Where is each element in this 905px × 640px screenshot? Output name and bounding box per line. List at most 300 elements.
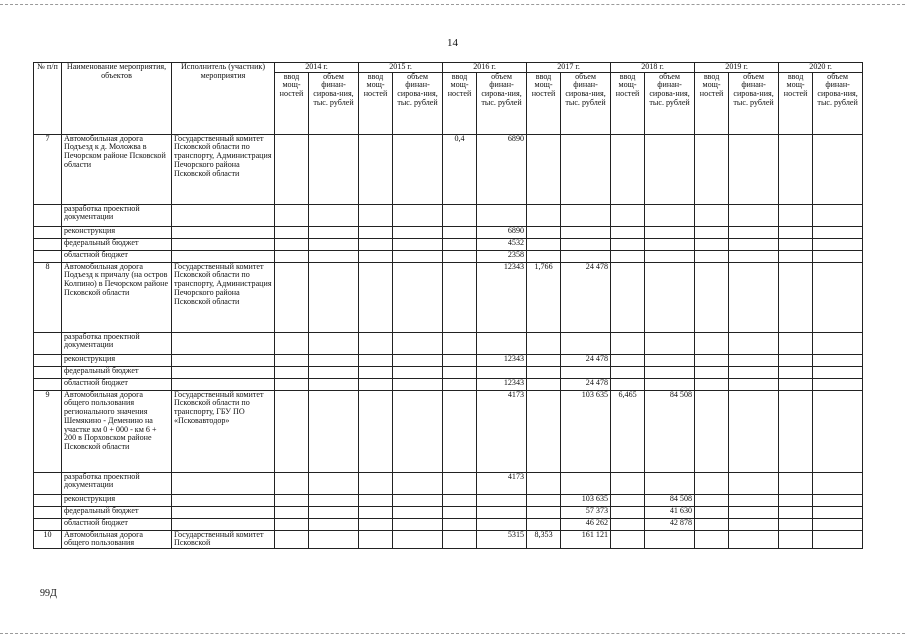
- funding-cell: 4173: [477, 390, 527, 472]
- capacity-cell: [779, 390, 813, 472]
- funding-cell: [477, 518, 527, 530]
- capacity-cell: [779, 238, 813, 250]
- capacity-cell: 1,766: [527, 262, 561, 332]
- funding-cell: [393, 472, 443, 494]
- capacity-cell: [611, 378, 645, 390]
- row-executor: [172, 354, 275, 366]
- header-funding: объем финан-сирова-ния, тыс. рублей: [393, 72, 443, 134]
- funding-cell: 84 508: [645, 390, 695, 472]
- funding-cell: [393, 250, 443, 262]
- funding-cell: [729, 494, 779, 506]
- row-executor: [172, 518, 275, 530]
- capacity-cell: [695, 494, 729, 506]
- capacity-cell: 8,353: [527, 530, 561, 548]
- row-name: областной бюджет: [62, 250, 172, 262]
- row-number: 10: [34, 530, 62, 548]
- row-name: разработка проектной документации: [62, 472, 172, 494]
- funding-cell: [309, 204, 359, 226]
- row-name: реконструкция: [62, 494, 172, 506]
- row-number: 9: [34, 390, 62, 472]
- funding-cell: [729, 366, 779, 378]
- funding-cell: [477, 366, 527, 378]
- capacity-cell: [527, 354, 561, 366]
- capacity-cell: [779, 250, 813, 262]
- funding-cell: [561, 226, 611, 238]
- capacity-cell: [359, 354, 393, 366]
- capacity-cell: [611, 506, 645, 518]
- capacity-cell: [443, 204, 477, 226]
- capacity-cell: [527, 494, 561, 506]
- capacity-cell: [779, 530, 813, 548]
- capacity-cell: [611, 250, 645, 262]
- funding-cell: [729, 332, 779, 354]
- header-num: № п/п: [34, 63, 62, 135]
- row-number: [34, 332, 62, 354]
- capacity-cell: [527, 518, 561, 530]
- table-row: [34, 354, 863, 366]
- header-year: 2016 г.: [443, 63, 527, 73]
- table-row: [34, 518, 863, 530]
- capacity-cell: [695, 238, 729, 250]
- table-row: [34, 134, 863, 204]
- table-row: [34, 204, 863, 226]
- funding-cell: 103 635: [561, 390, 611, 472]
- capacity-cell: [275, 530, 309, 548]
- funding-cell: [393, 354, 443, 366]
- row-name: областной бюджет: [62, 518, 172, 530]
- table-row: [34, 332, 863, 354]
- capacity-cell: [275, 472, 309, 494]
- capacity-cell: [611, 238, 645, 250]
- table-row: [34, 238, 863, 250]
- capacity-cell: [611, 354, 645, 366]
- funding-cell: [813, 262, 863, 332]
- capacity-cell: [695, 262, 729, 332]
- capacity-cell: [443, 494, 477, 506]
- row-executor: [172, 494, 275, 506]
- capacity-cell: [359, 332, 393, 354]
- funding-cell: [393, 530, 443, 548]
- funding-cell: [645, 226, 695, 238]
- capacity-cell: [443, 518, 477, 530]
- capacity-cell: [779, 518, 813, 530]
- funding-cell: [813, 134, 863, 204]
- funding-cell: [813, 530, 863, 548]
- capacity-cell: [275, 378, 309, 390]
- funding-cell: [729, 518, 779, 530]
- capacity-cell: [695, 518, 729, 530]
- capacity-cell: [443, 354, 477, 366]
- funding-cell: [645, 472, 695, 494]
- row-executor: [172, 226, 275, 238]
- header-year: 2019 г.: [695, 63, 779, 73]
- capacity-cell: [779, 226, 813, 238]
- header-year: 2017 г.: [527, 63, 611, 73]
- funding-cell: 2358: [477, 250, 527, 262]
- capacity-cell: [527, 226, 561, 238]
- scan-edge-bottom: [0, 633, 905, 634]
- row-executor: [172, 238, 275, 250]
- funding-cell: [813, 354, 863, 366]
- capacity-cell: [275, 250, 309, 262]
- table-body: [34, 134, 863, 548]
- row-name: федеральный бюджет: [62, 238, 172, 250]
- row-executor: [172, 472, 275, 494]
- capacity-cell: [275, 332, 309, 354]
- table-row: [34, 472, 863, 494]
- funding-cell: [393, 494, 443, 506]
- funding-cell: [309, 506, 359, 518]
- funding-cell: [393, 238, 443, 250]
- row-name: Автомобильная дорога Подъезд к причалу (на остров Колпино) в Печорском районе Псковской области: [62, 262, 172, 332]
- capacity-cell: [275, 226, 309, 238]
- capacity-cell: [695, 354, 729, 366]
- table-row: [34, 530, 863, 548]
- capacity-cell: [527, 390, 561, 472]
- row-name: реконструкция: [62, 226, 172, 238]
- capacity-cell: [611, 226, 645, 238]
- row-name: Автомобильная дорога Подъезд к д. Моложва в Печорском районе Псковской области: [62, 134, 172, 204]
- funding-cell: [813, 204, 863, 226]
- funding-cell: [813, 226, 863, 238]
- funding-cell: [645, 204, 695, 226]
- row-executor: [172, 332, 275, 354]
- capacity-cell: [443, 390, 477, 472]
- header-funding: объем финан-сирова-ния, тыс. рублей: [729, 72, 779, 134]
- capacity-cell: [443, 226, 477, 238]
- funding-cell: 161 121: [561, 530, 611, 548]
- funding-cell: [645, 378, 695, 390]
- funding-cell: [309, 250, 359, 262]
- funding-cell: [729, 262, 779, 332]
- capacity-cell: [275, 204, 309, 226]
- funding-cell: [393, 332, 443, 354]
- funding-cell: [309, 238, 359, 250]
- row-number: [34, 472, 62, 494]
- funding-cell: [813, 366, 863, 378]
- row-name: Автомобильная дорога общего пользования: [62, 530, 172, 548]
- row-number: [34, 506, 62, 518]
- table-row: [34, 494, 863, 506]
- header-capacity: ввод мощ-ностей: [275, 72, 309, 134]
- capacity-cell: [695, 332, 729, 354]
- row-name: разработка проектной документации: [62, 204, 172, 226]
- funding-cell: 57 373: [561, 506, 611, 518]
- capacity-cell: [443, 238, 477, 250]
- header-capacity: ввод мощ-ностей: [359, 72, 393, 134]
- row-executor: Государственный комитет Псковской области по транспорту, ГБУ ПО «Псковавтодор»: [172, 390, 275, 472]
- table-row: [34, 226, 863, 238]
- row-number: [34, 494, 62, 506]
- row-executor: [172, 506, 275, 518]
- funding-cell: 12343: [477, 262, 527, 332]
- capacity-cell: [359, 250, 393, 262]
- capacity-cell: [275, 390, 309, 472]
- capacity-cell: [275, 134, 309, 204]
- funding-cell: [645, 250, 695, 262]
- capacity-cell: [779, 354, 813, 366]
- funding-cell: [729, 134, 779, 204]
- scan-edge-top: [0, 4, 905, 5]
- funding-cell: [309, 366, 359, 378]
- funding-cell: [729, 250, 779, 262]
- capacity-cell: [359, 506, 393, 518]
- funding-cell: 5315: [477, 530, 527, 548]
- row-number: [34, 354, 62, 366]
- funding-cell: [813, 238, 863, 250]
- funding-cell: [477, 332, 527, 354]
- funding-cell: [729, 506, 779, 518]
- funding-cell: [477, 204, 527, 226]
- capacity-cell: [695, 506, 729, 518]
- funding-cell: [309, 530, 359, 548]
- funding-cell: [309, 518, 359, 530]
- funding-cell: [813, 472, 863, 494]
- funding-cell: [645, 262, 695, 332]
- capacity-cell: [275, 366, 309, 378]
- funding-cell: 42 878: [645, 518, 695, 530]
- funding-cell: [561, 366, 611, 378]
- header-funding: объем финан-сирова-ния, тыс. рублей: [309, 72, 359, 134]
- row-number: [34, 518, 62, 530]
- funding-cell: [645, 366, 695, 378]
- capacity-cell: [443, 378, 477, 390]
- capacity-cell: [359, 390, 393, 472]
- capacity-cell: [359, 262, 393, 332]
- page-number: 14: [447, 37, 458, 49]
- row-executor: [172, 204, 275, 226]
- funding-cell: 103 635: [561, 494, 611, 506]
- header-capacity: ввод мощ-ностей: [527, 72, 561, 134]
- capacity-cell: [359, 472, 393, 494]
- capacity-cell: [611, 204, 645, 226]
- header-year: 2014 г.: [275, 63, 359, 73]
- funding-cell: [309, 390, 359, 472]
- capacity-cell: [695, 204, 729, 226]
- capacity-cell: [527, 332, 561, 354]
- capacity-cell: [443, 250, 477, 262]
- header-funding: объем финан-сирова-ния, тыс. рублей: [645, 72, 695, 134]
- funding-cell: [393, 366, 443, 378]
- funding-cell: [309, 354, 359, 366]
- row-name: реконструкция: [62, 354, 172, 366]
- row-executor: [172, 250, 275, 262]
- capacity-cell: [275, 262, 309, 332]
- capacity-cell: [359, 518, 393, 530]
- funding-cell: [729, 354, 779, 366]
- row-executor: [172, 366, 275, 378]
- capacity-cell: [527, 506, 561, 518]
- table-row: [34, 506, 863, 518]
- row-number: 8: [34, 262, 62, 332]
- capacity-cell: [695, 226, 729, 238]
- header-funding: объем финан-сирова-ния, тыс. рублей: [561, 72, 611, 134]
- capacity-cell: [779, 378, 813, 390]
- funding-cell: 12343: [477, 378, 527, 390]
- capacity-cell: [779, 366, 813, 378]
- funding-cell: [729, 472, 779, 494]
- funding-cell: [393, 390, 443, 472]
- table-row: [34, 262, 863, 332]
- funding-cell: [813, 378, 863, 390]
- funding-cell: 41 630: [645, 506, 695, 518]
- header-row-years: [34, 63, 863, 73]
- funding-cell: 24 478: [561, 378, 611, 390]
- row-number: [34, 378, 62, 390]
- row-executor: Государственный комитет Псковской области по транспорту, Администрация Печорского района Псковской области: [172, 134, 275, 204]
- capacity-cell: [275, 506, 309, 518]
- header-name: Наименование мероприятия, объектов: [62, 63, 172, 135]
- capacity-cell: 0,4: [443, 134, 477, 204]
- capacity-cell: [275, 354, 309, 366]
- capacity-cell: [443, 506, 477, 518]
- capacity-cell: [275, 518, 309, 530]
- funding-cell: 46 262: [561, 518, 611, 530]
- header-year: 2020 г.: [779, 63, 863, 73]
- funding-cell: [729, 226, 779, 238]
- capacity-cell: [527, 378, 561, 390]
- header-year: 2015 г.: [359, 63, 443, 73]
- row-name: разработка проектной документации: [62, 332, 172, 354]
- funding-cell: [561, 134, 611, 204]
- row-number: [34, 226, 62, 238]
- funding-cell: [309, 494, 359, 506]
- funding-cell: 4532: [477, 238, 527, 250]
- funding-cell: [477, 506, 527, 518]
- row-number: [34, 238, 62, 250]
- row-number: [34, 250, 62, 262]
- funding-cell: [309, 472, 359, 494]
- funding-cell: 6890: [477, 226, 527, 238]
- row-number: [34, 204, 62, 226]
- header-funding: объем финан-сирова-ния, тыс. рублей: [813, 72, 863, 134]
- capacity-cell: [695, 250, 729, 262]
- funding-cell: [813, 494, 863, 506]
- funding-cell: [309, 134, 359, 204]
- funding-cell: [813, 390, 863, 472]
- capacity-cell: [443, 366, 477, 378]
- row-number: 7: [34, 134, 62, 204]
- capacity-cell: [443, 472, 477, 494]
- capacity-cell: [359, 366, 393, 378]
- table-row: [34, 250, 863, 262]
- funding-cell: [645, 332, 695, 354]
- capacity-cell: [695, 378, 729, 390]
- funding-cell: [729, 238, 779, 250]
- capacity-cell: [359, 238, 393, 250]
- capacity-cell: [695, 390, 729, 472]
- funding-cell: [729, 390, 779, 472]
- capacity-cell: [359, 378, 393, 390]
- capacity-cell: [527, 472, 561, 494]
- capacity-cell: [779, 494, 813, 506]
- capacity-cell: [779, 472, 813, 494]
- row-name: федеральный бюджет: [62, 366, 172, 378]
- capacity-cell: [527, 204, 561, 226]
- capacity-cell: [443, 332, 477, 354]
- funding-cell: [393, 226, 443, 238]
- funding-cell: [813, 506, 863, 518]
- capacity-cell: [695, 530, 729, 548]
- funding-cell: [561, 472, 611, 494]
- funding-cell: [393, 506, 443, 518]
- capacity-cell: [359, 204, 393, 226]
- table-header: [34, 63, 863, 135]
- header-capacity: ввод мощ-ностей: [779, 72, 813, 134]
- funding-cell: [729, 204, 779, 226]
- funding-cell: [309, 262, 359, 332]
- capacity-cell: [695, 134, 729, 204]
- funding-cell: [393, 134, 443, 204]
- row-name: областной бюджет: [62, 378, 172, 390]
- capacity-cell: [611, 332, 645, 354]
- funding-cell: 6890: [477, 134, 527, 204]
- capacity-cell: 6,465: [611, 390, 645, 472]
- capacity-cell: [611, 366, 645, 378]
- funding-cell: [309, 332, 359, 354]
- row-executor: Государственный комитет Псковской области по транспорту, Администрация Печорского района Псковской области: [172, 262, 275, 332]
- capacity-cell: [611, 262, 645, 332]
- funding-cell: [393, 262, 443, 332]
- row-name: Автомобильная дорога общего пользования регионального значения Шемякино - Деменино на участке км 0 + 000 - км 6 + 200 в Порховском районе Псковской области: [62, 390, 172, 472]
- funding-cell: [645, 530, 695, 548]
- funding-cell: 24 478: [561, 354, 611, 366]
- capacity-cell: [359, 134, 393, 204]
- funding-cell: [561, 250, 611, 262]
- capacity-cell: [359, 494, 393, 506]
- funding-cell: [309, 226, 359, 238]
- funding-cell: [729, 530, 779, 548]
- capacity-cell: [779, 204, 813, 226]
- capacity-cell: [611, 472, 645, 494]
- funding-cell: [813, 250, 863, 262]
- funding-cell: [393, 378, 443, 390]
- table-row: [34, 378, 863, 390]
- capacity-cell: [443, 530, 477, 548]
- funding-cell: [393, 518, 443, 530]
- funding-cell: 12343: [477, 354, 527, 366]
- funding-cell: [645, 238, 695, 250]
- capacity-cell: [527, 250, 561, 262]
- capacity-cell: [527, 366, 561, 378]
- header-capacity: ввод мощ-ностей: [611, 72, 645, 134]
- row-executor: [172, 378, 275, 390]
- table-row: [34, 366, 863, 378]
- funding-cell: 84 508: [645, 494, 695, 506]
- capacity-cell: [779, 134, 813, 204]
- row-number: [34, 366, 62, 378]
- capacity-cell: [611, 530, 645, 548]
- row-name: федеральный бюджет: [62, 506, 172, 518]
- capacity-cell: [779, 332, 813, 354]
- funding-cell: [561, 204, 611, 226]
- capacity-cell: [611, 518, 645, 530]
- header-funding: объем финан-сирова-ния, тыс. рублей: [477, 72, 527, 134]
- funding-cell: [813, 332, 863, 354]
- funding-cell: [729, 378, 779, 390]
- funding-cell: [813, 518, 863, 530]
- capacity-cell: [359, 530, 393, 548]
- funding-cell: [477, 494, 527, 506]
- funding-cell: [393, 204, 443, 226]
- header-capacity: ввод мощ-ностей: [443, 72, 477, 134]
- capacity-cell: [275, 238, 309, 250]
- capacity-cell: [611, 494, 645, 506]
- program-table: [33, 62, 863, 549]
- funding-cell: [645, 134, 695, 204]
- header-executor: Исполнитель (участник) мероприятия: [172, 63, 275, 135]
- funding-cell: 4173: [477, 472, 527, 494]
